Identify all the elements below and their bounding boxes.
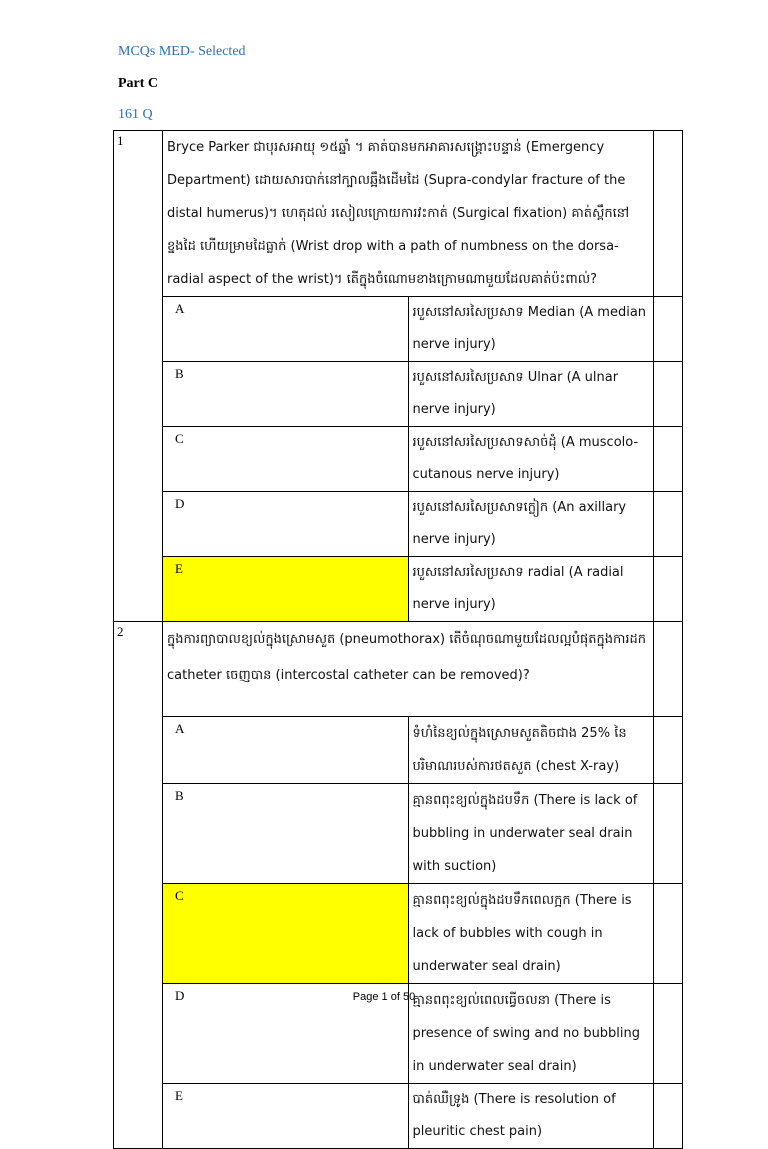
question-stem: Bryce Parker ជាបុរសអាយុ ១៥ឆ្នាំ ។ គាត់បានមកអាគារសង្គ្រោះបន្ទាន់ (Emergency Department) ដោយសារបាក់នៅក្បាលឆ្អឹងដើមដៃ (Supra-condylar fracture of the distal humerus)។ ហេតុដល់ រសៀលក្រោយការវះកាត់ (Surgical fixation) គាត់ស្ពឹកនៅខ្នងដៃ ហើយម្រាមដៃធ្លាក់ (Wrist drop with a path of numbness on the dorsa-radial aspect of the wrist)។ តើក្នុងចំណោមខាងក្រោមណាមួយដែលគាត់ប៉ះពាល់? xyxy=(163,131,654,297)
option-row xyxy=(114,427,683,492)
answer-mark-cell xyxy=(654,362,683,427)
page-number: Page 1 of 50 xyxy=(352,991,416,1003)
option-letter: A xyxy=(163,297,409,362)
document-header-title: MCQs MED- Selected xyxy=(118,44,246,59)
part-heading: Part C xyxy=(118,76,159,91)
option-text: របួសនៅសរសៃប្រសាទ Ulnar (A ulnar nerve injury) xyxy=(408,362,654,427)
option-text: របួសនៅសរសៃប្រសាទសាច់ដុំ (A muscolo-cutanous nerve injury) xyxy=(408,427,654,492)
answer-mark-cell xyxy=(654,717,683,784)
question-row xyxy=(114,622,683,717)
option-row xyxy=(114,717,683,784)
answer-mark-cell xyxy=(654,622,683,717)
option-text: របួសនៅសរសៃប្រសាទ radial (A radial nerve injury) xyxy=(408,557,654,622)
question-number: 2 xyxy=(114,622,163,1149)
question-number: 1 xyxy=(114,131,163,622)
option-text: បាត់ឈឺទ្រូង (There is resolution of pleuritic chest pain) xyxy=(408,1084,654,1149)
option-row-correct xyxy=(114,884,683,984)
option-text: របួសនៅសរសៃប្រសាទ Median (A median nerve injury) xyxy=(408,297,654,362)
option-text: គ្មានពពុះខ្យល់ក្នុងដបទឹក (There is lack of bubbling in underwater seal drain with suction) xyxy=(408,784,654,884)
answer-mark-cell xyxy=(654,427,683,492)
option-row xyxy=(114,1084,683,1149)
question-row xyxy=(114,131,683,297)
question-stem: ក្នុងការព្យាបាលខ្យល់ក្នុងស្រោមសួត (pneumothorax) តើចំណុចណាមួយដែលល្អបំផុតក្នុងការដក catheter ចេញបាន (intercostal catheter can be removed)? xyxy=(163,622,654,717)
option-letter: D xyxy=(163,984,409,1084)
option-text: របួសនៅសរសៃប្រសាទក្លៀក (An axillary nerve injury) xyxy=(408,492,654,557)
answer-mark-cell xyxy=(654,784,683,884)
option-letter: E xyxy=(163,1084,409,1149)
option-letter-correct-highlight: E xyxy=(163,557,409,622)
option-letter: B xyxy=(163,784,409,884)
option-text: គ្មានពពុះខ្យល់ក្នុងដបទឹកពេលក្អក (There is lack of bubbles with cough in underwater seal drain) xyxy=(408,884,654,984)
answer-mark-cell xyxy=(654,557,683,622)
option-letter: C xyxy=(163,427,409,492)
option-letter: B xyxy=(163,362,409,427)
option-letter: A xyxy=(163,717,409,784)
option-row xyxy=(114,297,683,362)
option-row xyxy=(114,784,683,884)
option-row xyxy=(114,362,683,427)
option-row-correct xyxy=(114,557,683,622)
answer-mark-cell xyxy=(654,1084,683,1149)
option-text: គ្មានពពុះខ្យល់ពេលធ្វើចលនា (There is presence of swing and no bubbling in underwater seal drain) xyxy=(408,984,654,1084)
question-count: 161 Q xyxy=(118,107,153,122)
answer-mark-cell xyxy=(654,492,683,557)
answer-mark-cell xyxy=(654,884,683,984)
option-letter: D xyxy=(163,492,409,557)
option-row xyxy=(114,492,683,557)
option-letter-correct-highlight: C xyxy=(163,884,409,984)
answer-mark-cell xyxy=(654,131,683,297)
answer-mark-cell xyxy=(654,297,683,362)
option-text: ទំហំនៃខ្យល់ក្នុងស្រោមសួតតិចជាង 25% នៃបរិមាណរបស់ការថតសួត (chest X-ray) xyxy=(408,717,654,784)
